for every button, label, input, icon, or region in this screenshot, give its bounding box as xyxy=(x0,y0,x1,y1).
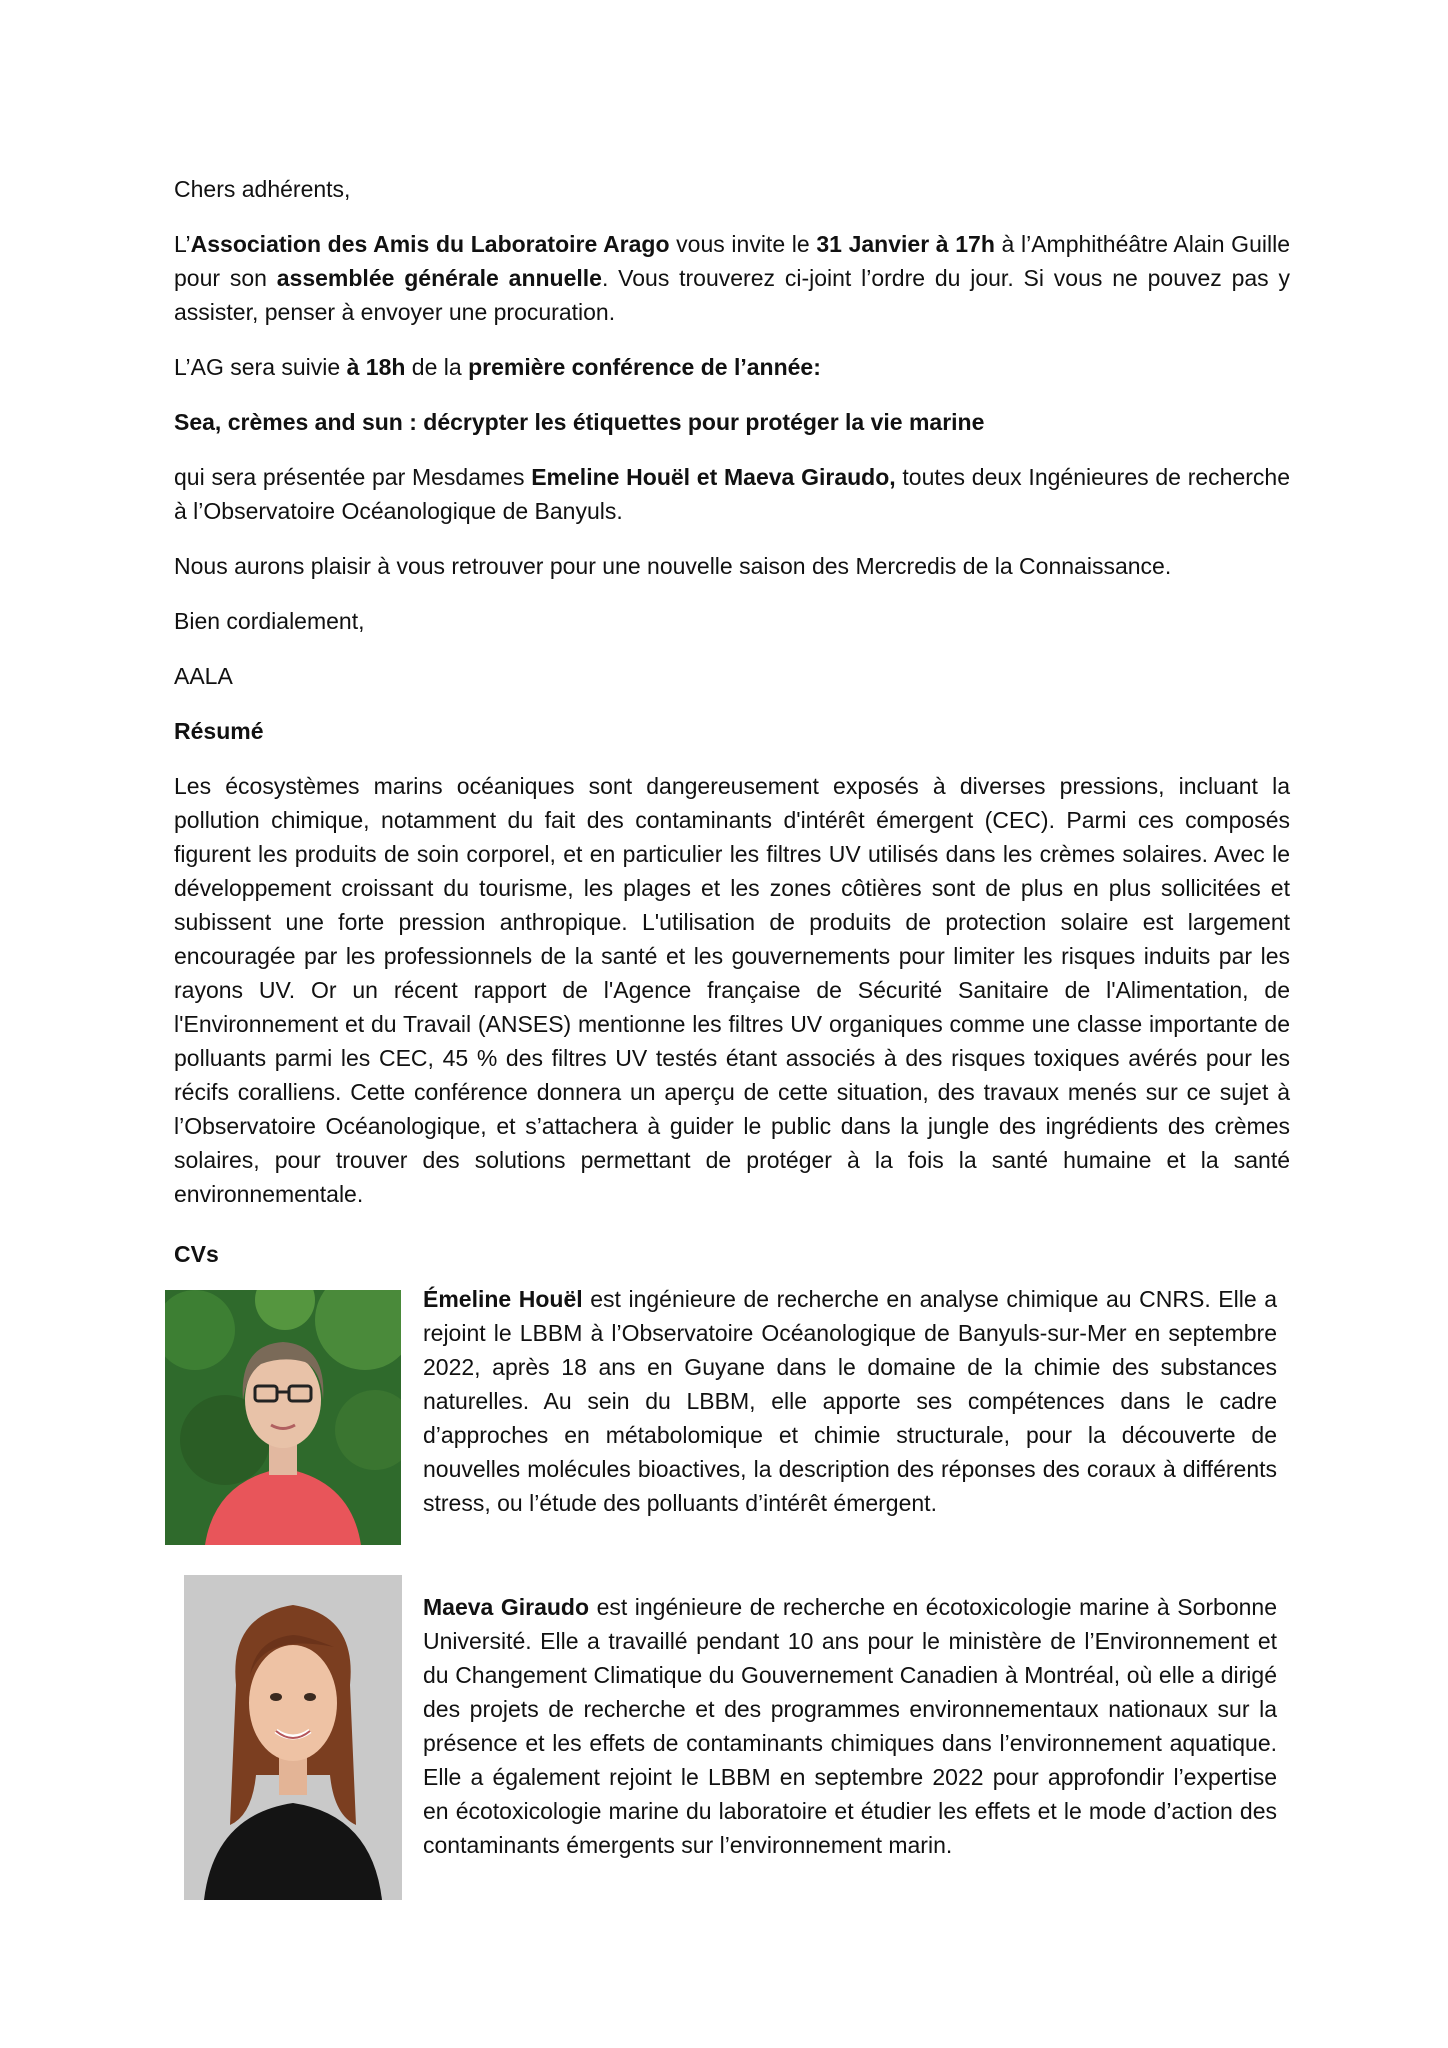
cv-maeva-giraudo xyxy=(423,1590,1277,1862)
cvs-heading: CVs xyxy=(174,1241,219,1267)
presenter-names: Emeline Houël et Maeva Giraudo, xyxy=(531,464,896,490)
conference-label: première conférence de l’année: xyxy=(468,354,821,380)
summary-heading: Résumé xyxy=(174,718,264,744)
greeting: Chers adhérents, xyxy=(174,176,351,202)
photo-maeva-giraudo xyxy=(184,1575,402,1900)
followup-paragraph: L’AG sera suivie à 18h de la première conférence de l’année: xyxy=(174,354,821,380)
meeting-type: assemblée générale annuelle xyxy=(276,265,602,291)
closing-line: Nous aurons plaisir à vous retrouver pour une nouvelle saison des Mercredis de la Connaissance. xyxy=(174,553,1172,579)
conference-time: à 18h xyxy=(346,354,406,380)
regards: Bien cordialement, xyxy=(174,608,365,634)
meeting-date: 31 Janvier à 17h xyxy=(816,231,995,257)
cv-emeline-houel xyxy=(423,1282,1277,1520)
presenters-paragraph: qui sera présentée par Mesdames Emeline Houël et Maeva Giraudo, toutes deux Ingénieures de recherche à l’Observatoire Océanologique de Banyuls. xyxy=(174,464,1290,524)
summary-text: Les écosystèmes marins océaniques sont dangereusement exposés à diverses pressions, incluant la pollution chimique, notamment du fait des contaminants d'intérêt émergent (CEC). Parmi ces composés figurent les produits de soin corporel, et en particulier les filtres UV utilisés dans les crèmes solaires. Avec le développement croissant du tourisme, les plages et les zones côtières sont de plus en plus sollicitées et subissent une forte pression anthropique. L'utilisation de produits de protection solaire est largement encouragée par les professionnels de la santé et les gouvernements pour limiter les risques induits par les rayons UV. Or un récent rapport de l'Agence française de Sécurité Sanitaire de l'Alimentation, de l'Environnement et du Travail (ANSES) mentionne les filtres UV organiques comme une classe importante de polluants parmi les CEC, 45 % des filtres UV testés étant associés à des risques toxiques avérés pour les récifs coralliens. Cette conférence donnera un aperçu de cette situation, des travaux menés sur ce sujet à l’Observatoire Océanologique, et s’attachera à guider le public dans la jungle des ingrédients des crèmes solaires, pour trouver des solutions permettant de protéger à la fois la santé humaine et la santé environnementale. xyxy=(174,773,1290,1207)
cv-name: Maeva Giraudo xyxy=(423,1594,590,1620)
photo-emeline-houel xyxy=(165,1290,401,1545)
cv-bio: est ingénieure de recherche en analyse chimique au CNRS. Elle a rejoint le LBBM à l’Observatoire Océanologique de Banyuls-sur-Mer en septembre 2022, après 18 ans en Guyane dans le domaine de la chimie des substances naturelles. Au sein du LBBM, elle apporte ses compétences dans le cadre d’approches en métabolomique et chimie structurale, pour la découverte de nouvelles molécules bioactives, la description des réponses des coraux à différents stress, ou l’étude des polluants d’intérêt émergent. xyxy=(423,1286,1277,1516)
conference-title: Sea, crèmes and sun : décrypter les étiquettes pour protéger la vie marine xyxy=(174,409,985,435)
association-name: Association des Amis du Laboratoire Arago xyxy=(190,231,670,257)
cv-bio: est ingénieure de recherche en écotoxicologie marine à Sorbonne Université. Elle a travaillé pendant 10 ans pour le ministère de l’Environnement et du Changement Climatique du Gouvernement Canadien à Montréal, où elle a dirigé des projets de recherche et des programmes environnementaux nationaux sur la présence et les effets de contaminants chimiques dans l’environnement aquatique. Elle a également rejoint le LBBM en septembre 2022 pour approfondir l’expertise en écotoxicologie marine du laboratoire et étudier les effets et le mode d’action des contaminants émergents sur l’environnement marin. xyxy=(423,1594,1277,1858)
signature: AALA xyxy=(174,663,233,689)
cv-name: Émeline Houël xyxy=(423,1286,583,1312)
letter-body xyxy=(174,172,1290,1292)
invitation-paragraph: L’Association des Amis du Laboratoire Arago vous invite le 31 Janvier à 17h à l’Amphithéâtre Alain Guille pour son assemblée générale annuelle. Vous trouverez ci-joint l’ordre du jour. Si vous ne pouvez pas y assister, penser à envoyer une procuration. xyxy=(174,231,1290,325)
